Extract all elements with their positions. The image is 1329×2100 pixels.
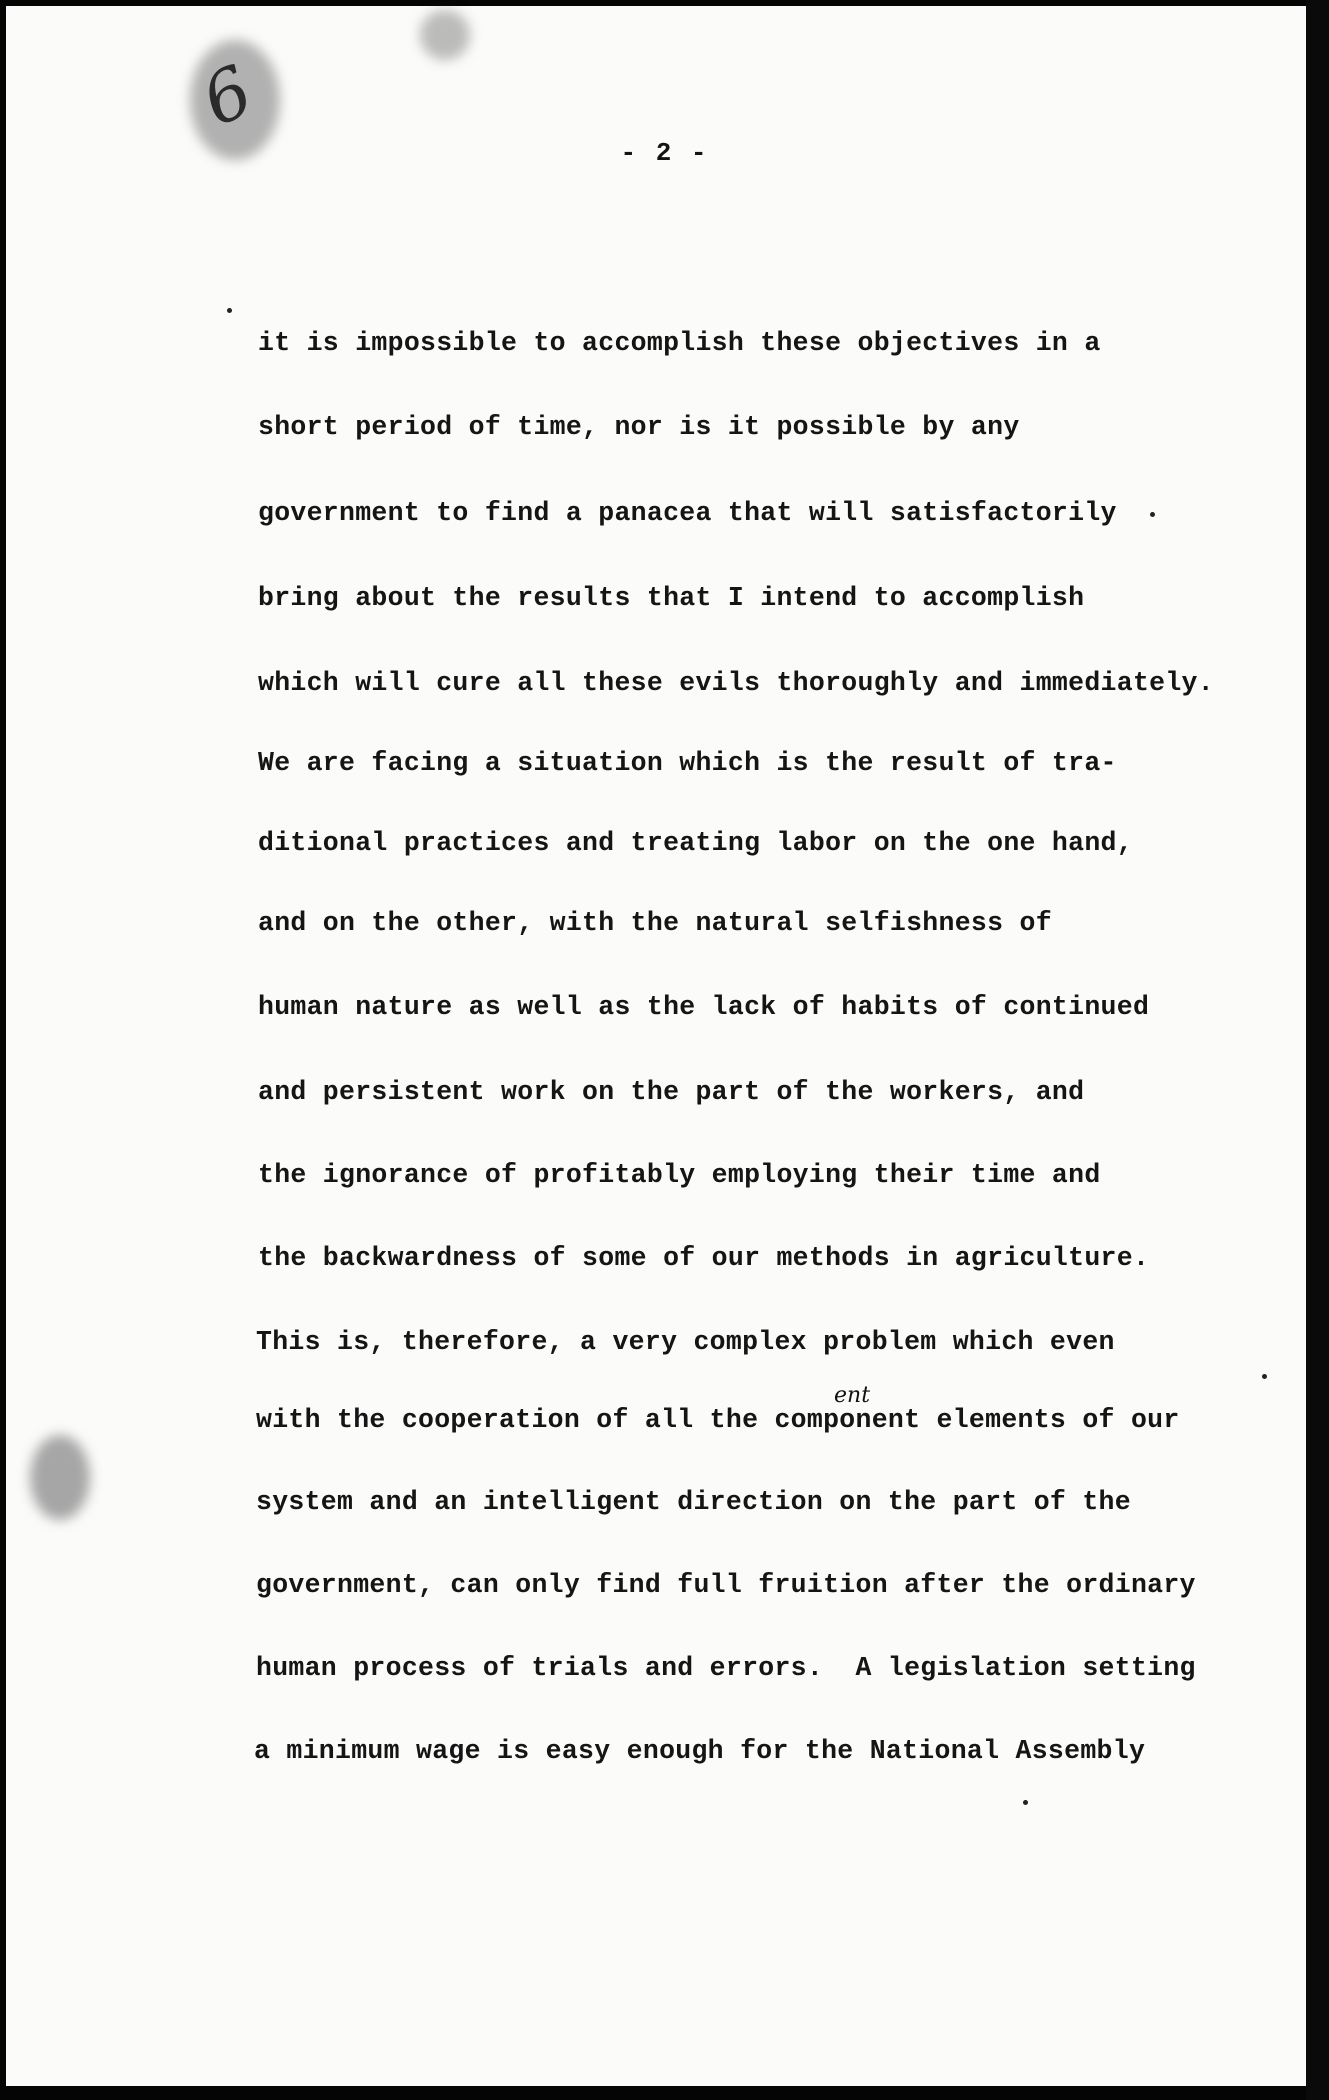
- text-line-10: and persistent work on the part of the workers, and: [258, 1077, 1085, 1107]
- stray-dot: [1262, 1374, 1267, 1379]
- stray-dot: [227, 308, 232, 313]
- text-line-12: the backwardness of some of our methods in agriculture.: [258, 1243, 1150, 1273]
- text-line-2: short period of time, nor is it possible by any: [258, 412, 1020, 442]
- text-line-4: bring about the results that I intend to accomplish: [258, 583, 1085, 613]
- text-line-7: ditional practices and treating labor on the one hand,: [258, 828, 1133, 858]
- text-line-6: We are facing a situation which is the result of tra-: [258, 748, 1117, 778]
- text-line-8: and on the other, with the natural selfishness of: [258, 908, 1052, 938]
- text-line-15: system and an intelligent direction on the part of the: [256, 1487, 1131, 1517]
- handwritten-mark: 6: [189, 49, 265, 143]
- text-line-9: human nature as well as the lack of habits of continued: [258, 992, 1150, 1022]
- text-line-14: with the cooperation of all the component elements of our: [256, 1405, 1180, 1435]
- page-number: - 2 -: [620, 138, 709, 168]
- document-page: [6, 6, 1306, 2086]
- text-line-16: government, can only find full fruition after the ordinary: [256, 1570, 1196, 1600]
- text-line-18: a minimum wage is easy enough for the National Assembly: [254, 1736, 1146, 1766]
- ink-smudge-top: [420, 10, 470, 60]
- text-line-11: the ignorance of profitably employing their time and: [258, 1160, 1101, 1190]
- stray-dot: [1150, 512, 1155, 517]
- text-line-13: This is, therefore, a very complex problem which even: [256, 1327, 1115, 1357]
- stray-dot: [1023, 1800, 1028, 1805]
- text-line-3: government to find a panacea that will satisfactorily: [258, 498, 1117, 528]
- text-line-1: it is impossible to accomplish these objectives in a: [258, 328, 1101, 358]
- handwritten-insertion: ent: [834, 1383, 871, 1408]
- scan-edge: [1306, 0, 1329, 2100]
- text-line-5: which will cure all these evils thoroughly and immediately.: [258, 668, 1214, 698]
- text-line-17: human process of trials and errors. A legislation setting: [256, 1653, 1196, 1683]
- ink-smudge-left: [30, 1435, 90, 1520]
